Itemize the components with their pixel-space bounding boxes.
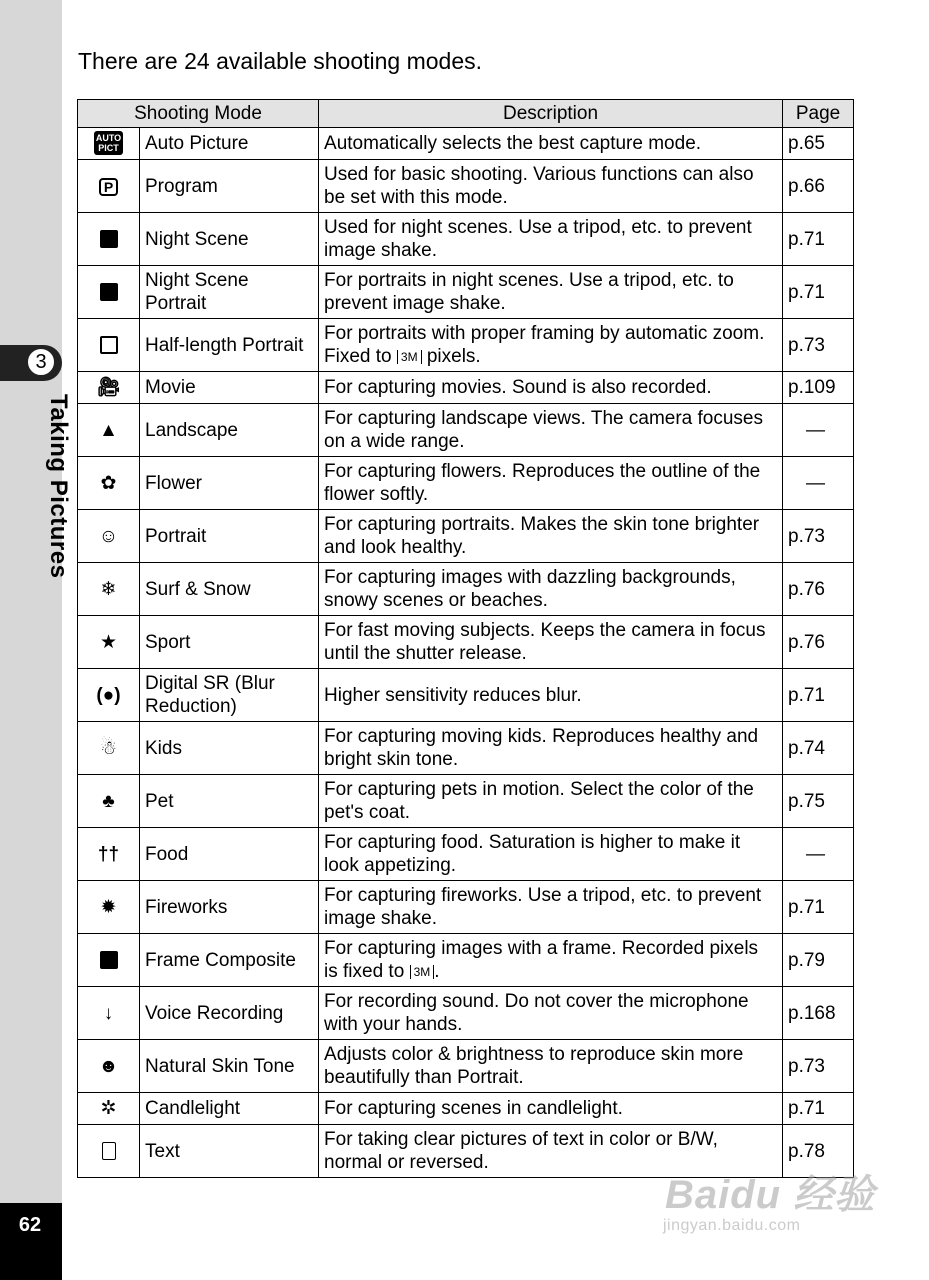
digital-sr-icon: (●) [78,669,140,722]
description-text: For portraits with proper framing by automatic zoom. Fixed to [324,323,765,367]
page-reference: p.73 [783,319,854,372]
page-reference: p.66 [783,160,854,213]
mode-name: Half-length Portrait [140,319,319,372]
page-number: 62 [18,1214,42,1236]
table-row [78,1040,854,1093]
text-icon [78,1125,140,1178]
table-header-row [78,100,854,128]
page-reference: p.71 [783,266,854,319]
mode-description [319,319,783,372]
page-reference: p.71 [783,1093,854,1125]
mode-name: Natural Skin Tone [140,1040,319,1093]
table-row [78,934,854,987]
chapter-title: Taking Pictures [45,394,72,579]
mode-name: Auto Picture [140,128,319,160]
mode-name: Kids [140,722,319,775]
mode-description: Higher sensitivity reduces blur. [319,669,783,722]
page-reference: p.73 [783,1040,854,1093]
portrait-icon: ☺ [78,510,140,563]
page-reference: p.71 [783,669,854,722]
page-reference: p.168 [783,987,854,1040]
page-reference: p.78 [783,1125,854,1178]
night-scene-icon [78,213,140,266]
mode-name: Flower [140,457,319,510]
table-row [78,775,854,828]
mode-description: For capturing food. Saturation is higher to make it look appetizing. [319,828,783,881]
mode-name: Voice Recording [140,987,319,1040]
page-reference: — [783,404,854,457]
frame-composite-icon [78,934,140,987]
table-row [78,722,854,775]
mode-name: Food [140,828,319,881]
page-reference: p.75 [783,775,854,828]
description-text: . [434,961,440,982]
mode-name: Surf & Snow [140,563,319,616]
shooting-modes-table [77,99,854,1178]
chapter-sidebar [0,0,62,1280]
mode-description: For capturing flowers. Reproduces the outline of the flower softly. [319,457,783,510]
watermark-brand: Baidu 经验 [665,1173,876,1217]
mode-description: For capturing movies. Sound is also recorded. [319,372,783,404]
mode-name: Movie [140,372,319,404]
watermark [655,1155,905,1245]
page-reference: p.109 [783,372,854,404]
header-page: Page [783,100,854,128]
mode-description: For fast moving subjects. Keeps the camera in focus until the shutter release. [319,616,783,669]
watermark-url: jingyan.baidu.com [663,1217,801,1234]
table-row [78,457,854,510]
mode-name: Program [140,160,319,213]
mode-description [319,934,783,987]
movie-icon: 🎥︎ [78,372,140,404]
mode-description: For recording sound. Do not cover the microphone with your hands. [319,987,783,1040]
mode-description: For capturing pets in motion. Select the color of the pet's coat. [319,775,783,828]
mode-description: Used for basic shooting. Various functions can also be set with this mode. [319,160,783,213]
page-reference: — [783,457,854,510]
page-reference: — [783,828,854,881]
mode-name: Frame Composite [140,934,319,987]
table-row [78,510,854,563]
mode-name: Night Scene Portrait [140,266,319,319]
flower-icon: ✿ [78,457,140,510]
fireworks-icon: ✹ [78,881,140,934]
pet-icon: ♣ [78,775,140,828]
auto-picture-icon: AUTO PICT [78,128,140,160]
mode-description: For capturing portraits. Makes the skin tone brighter and look healthy. [319,510,783,563]
description-text: pixels. [426,346,481,367]
page-reference: p.76 [783,563,854,616]
mode-name: Fireworks [140,881,319,934]
table-row [78,987,854,1040]
mode-name: Night Scene [140,213,319,266]
page-reference: p.65 [783,128,854,160]
program-icon: P [78,160,140,213]
table-row [78,828,854,881]
mode-description: For portraits in night scenes. Use a tripod, etc. to prevent image shake. [319,266,783,319]
page-reference: p.79 [783,934,854,987]
table-row [78,160,854,213]
mode-description: For capturing moving kids. Reproduces healthy and bright skin tone. [319,722,783,775]
table-row [78,1093,854,1125]
food-icon: †† [78,828,140,881]
night-scene-portrait-icon [78,266,140,319]
pixel-size-3m-icon: 3M [410,965,435,979]
landscape-icon: ▲ [78,404,140,457]
kids-icon: ☃ [78,722,140,775]
mode-name: Candlelight [140,1093,319,1125]
intro-text: There are 24 available shooting modes. [78,48,483,74]
page-reference: p.73 [783,510,854,563]
table-row [78,669,854,722]
mode-description: Used for night scenes. Use a tripod, etc. to prevent image shake. [319,213,783,266]
natural-skin-tone-icon: ☻ [78,1040,140,1093]
sport-icon: ★ [78,616,140,669]
table-row [78,128,854,160]
table-row [78,616,854,669]
table-row [78,266,854,319]
page-reference: p.76 [783,616,854,669]
table-row [78,563,854,616]
mode-description: For taking clear pictures of text in color or B/W, normal or reversed. [319,1125,783,1178]
mode-name: Digital SR (Blur Reduction) [140,669,319,722]
header-description: Description [319,100,783,128]
pixel-size-3m-icon: 3M [397,350,422,364]
mode-name: Text [140,1125,319,1178]
mode-description: For capturing scenes in candlelight. [319,1093,783,1125]
description-text: For capturing images with a frame. Recorded pixels is fixed to [324,938,759,982]
page-reference: p.74 [783,722,854,775]
table-row [78,213,854,266]
mode-description: For capturing landscape views. The camera focuses on a wide range. [319,404,783,457]
header-shooting-mode: Shooting Mode [78,100,319,128]
mode-name: Sport [140,616,319,669]
table-row [78,319,854,372]
page-reference: p.71 [783,881,854,934]
mode-name: Landscape [140,404,319,457]
mode-name: Portrait [140,510,319,563]
table-row [78,881,854,934]
mode-description: Automatically selects the best capture mode. [319,128,783,160]
page-reference: p.71 [783,213,854,266]
table-row [78,372,854,404]
candlelight-icon: ✲ [78,1093,140,1125]
half-length-portrait-icon [78,319,140,372]
chapter-number: 3 [26,347,56,377]
mode-description: Adjusts color & brightness to reproduce skin more beautifully than Portrait. [319,1040,783,1093]
table-row [78,404,854,457]
mode-description: For capturing images with dazzling backgrounds, snowy scenes or beaches. [319,563,783,616]
mode-name: Pet [140,775,319,828]
mode-description: For capturing fireworks. Use a tripod, etc. to prevent image shake. [319,881,783,934]
surf-snow-icon: ❄ [78,563,140,616]
voice-recording-icon: ↓ [78,987,140,1040]
